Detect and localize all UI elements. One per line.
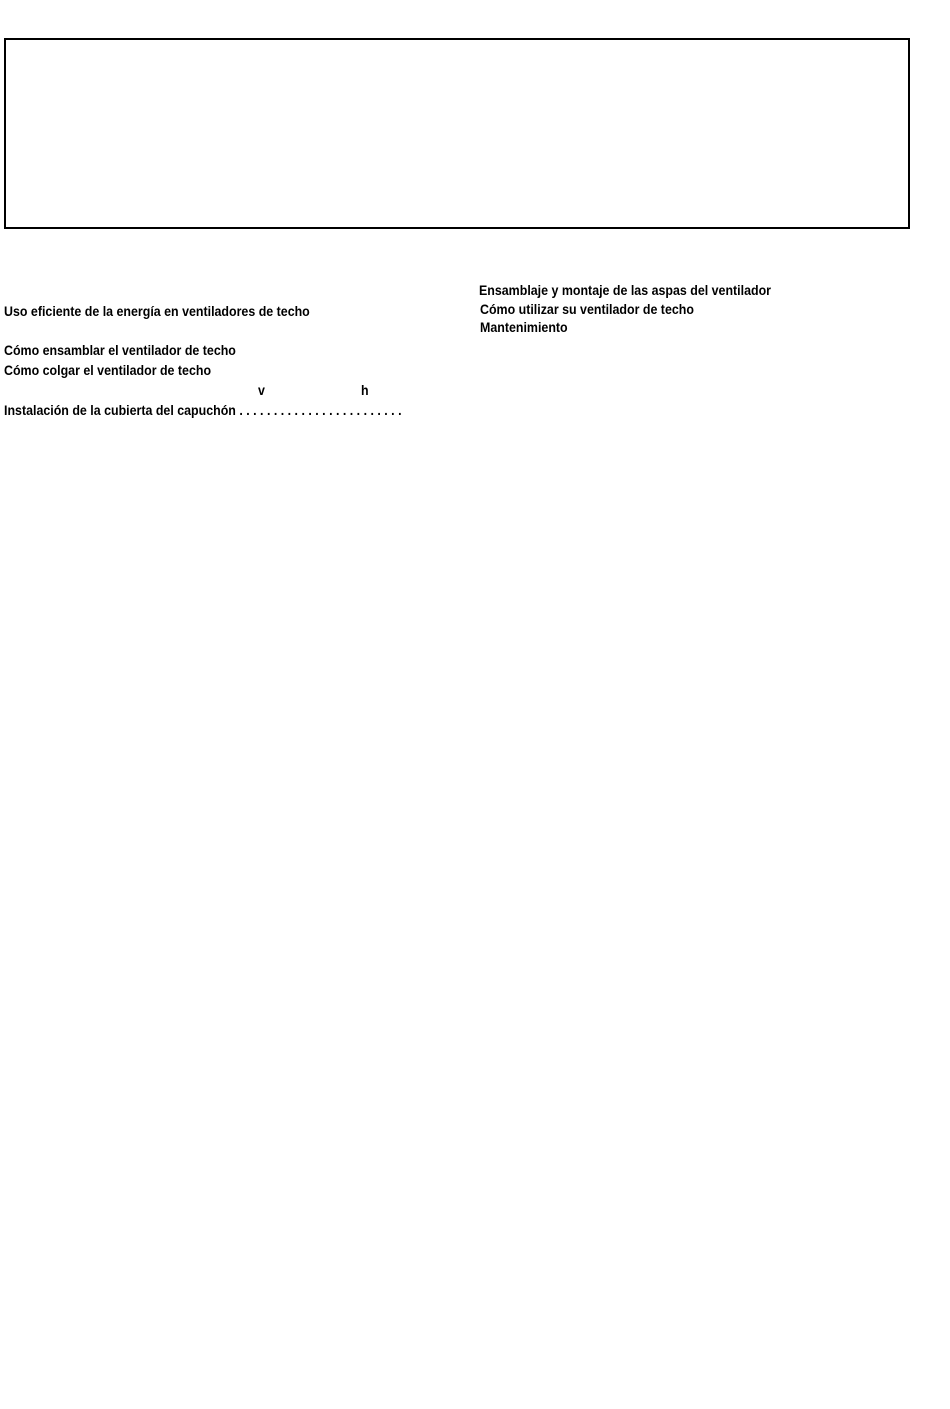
toc-entry-hang-fan[interactable]: Cómo colgar el ventilador de techo bbox=[4, 363, 212, 378]
toc-entry-canopy-cover[interactable]: Instalación de la cubierta del capuchón . . . . . . . . . . . . . . . . . . . . . . . . bbox=[4, 403, 402, 418]
header-frame bbox=[4, 38, 910, 229]
toc-entry-blade-assembly[interactable]: Ensamblaje y montaje de las aspas del ventilador bbox=[479, 283, 771, 298]
toc-marker-h: h bbox=[361, 383, 369, 398]
toc-entry-maintenance[interactable]: Mantenimiento bbox=[480, 320, 568, 335]
toc-entry-energy-use[interactable]: Uso eficiente de la energía en ventiladores de techo bbox=[4, 304, 310, 319]
toc-marker-v: v bbox=[258, 383, 265, 398]
toc-entry-how-to-use[interactable]: Cómo utilizar su ventilador de techo bbox=[480, 302, 694, 317]
toc-entry-assemble-fan[interactable]: Cómo ensamblar el ventilador de techo bbox=[4, 343, 236, 358]
